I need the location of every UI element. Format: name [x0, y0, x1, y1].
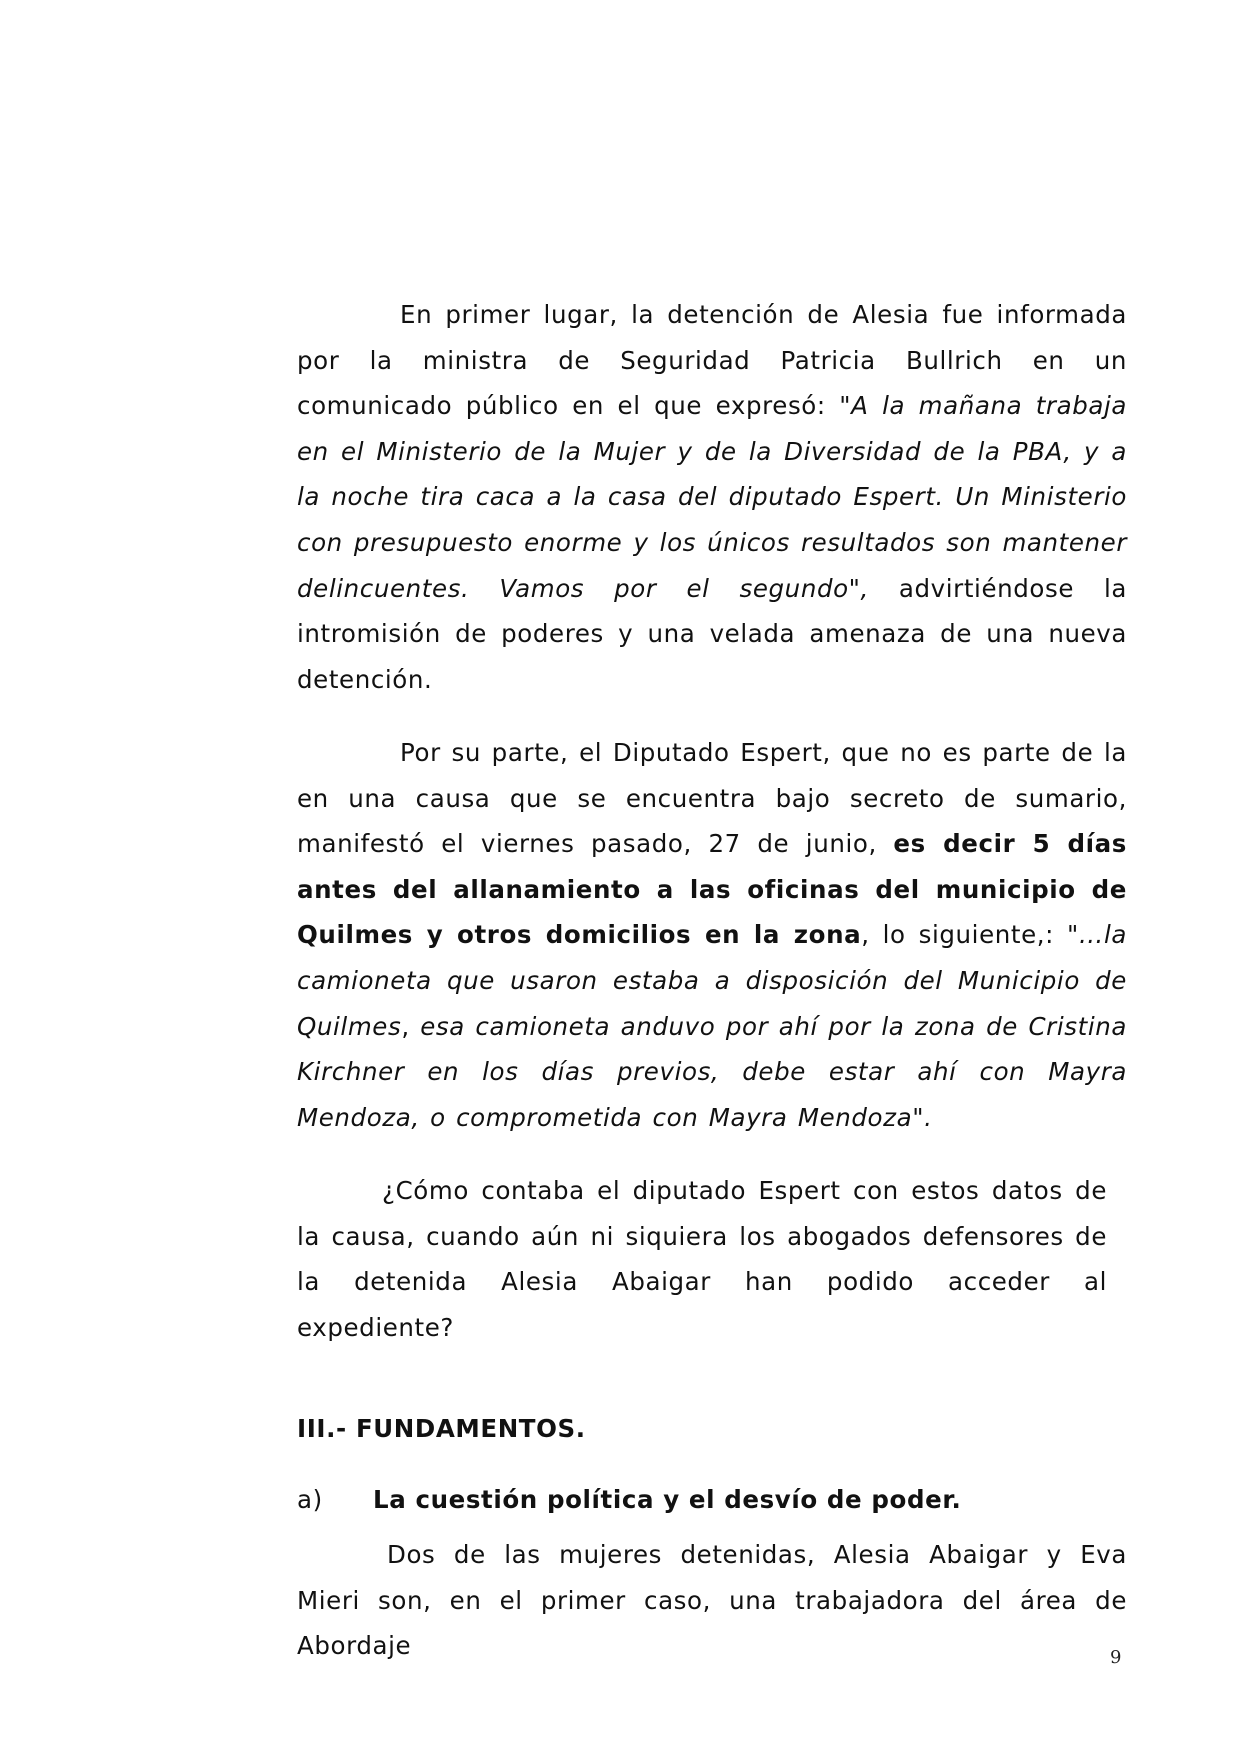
paragraph-1-tail: advirtiéndose la intromisión de poderes y una velada amenaza de una nueva detención. — [297, 573, 1128, 694]
subsection-heading — [297, 1477, 961, 1522]
paragraph-2-middle: , lo siguiente,: — [861, 920, 1067, 950]
section-heading: III.- FUNDAMENTOS. — [297, 1414, 586, 1443]
paragraph-2-lead: Por su parte, el Diputado Espert, que no es parte de la en una causa que se encuentra bajo secreto de sumario, manifestó el viernes pasado, 27 de junio, — [297, 738, 1127, 859]
subsection-marker: a) — [297, 1485, 323, 1514]
subsection-title: La cuestión política y el desvío de poder. — [373, 1485, 962, 1514]
paragraph-1-quote: "A la mañana trabaja en el Ministerio de la Mujer y de la Diversidad de la PBA, y a la noche tira caca a la casa del diputado Espert. Un Ministerio con presupuesto enorme y los únicos resultados son mantener delincuentes. Vamos por el segundo", — [297, 391, 1127, 603]
paragraph-2-quote: "…la camioneta que usaron estaba a disposición del Municipio de Quilmes — [297, 920, 1127, 1041]
paragraph-2-comma: , — [401, 1011, 421, 1041]
paragraph-espert-statement — [297, 730, 1127, 1140]
paragraph-detained-women: Dos de las mujeres detenidas, Alesia Abaigar y Eva Mieri son, en el primer caso, una trabajadora del área de Abordaje — [297, 1540, 1127, 1661]
page-number: 9 — [1110, 1647, 1122, 1668]
paragraph-question: ¿Cómo contaba el diputado Espert con estos datos de la causa, cuando aún ni siquiera los abogados defensores de la detenida Alesia Abaigar han podido acceder al expediente? — [297, 1176, 1107, 1342]
paragraph-1-lead: En primer lugar, la detención de Alesia fue informada por la ministra de Seguridad Patricia Bullrich en un comunicado público en el que expresó: — [297, 300, 1127, 421]
paragraph-2-quote-2: esa camioneta anduvo por ahí por la zona de Cristina Kirchner en los días previos, debe estar ahí con Mayra Mendoza, o comprometida con Mayra Mendoza". — [297, 1011, 1127, 1132]
paragraph-2-bold: es decir 5 días antes del allanamiento a las oficinas del municipio de Quilmes y otros domicilios en la zona — [297, 829, 1127, 950]
paragraph-bullrich-statement — [297, 292, 1127, 702]
